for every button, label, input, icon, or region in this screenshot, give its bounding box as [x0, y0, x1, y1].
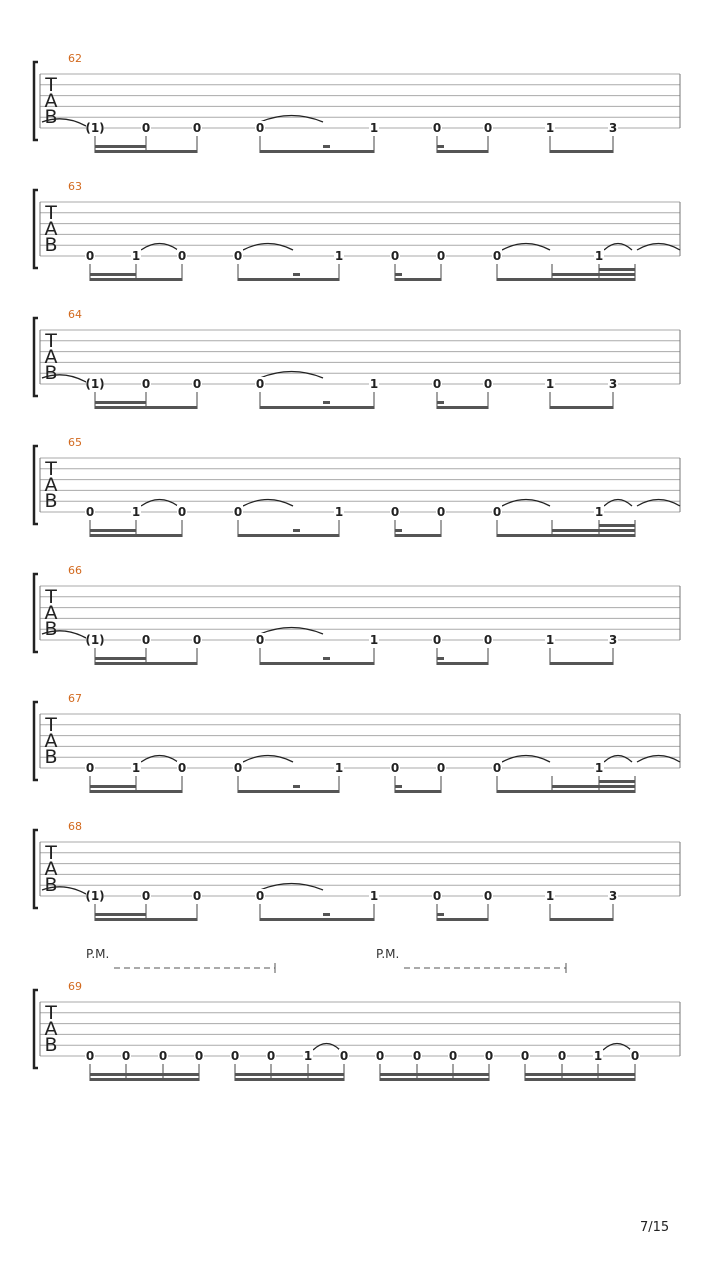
fret-number: 0: [492, 249, 502, 263]
fret-number: 1: [594, 249, 604, 263]
tab-system-62: [34, 52, 680, 153]
fret-number: 3: [608, 889, 618, 903]
tab-system-64: [34, 308, 680, 409]
fret-number: 1: [334, 249, 344, 263]
beam-secondary: [525, 1073, 635, 1076]
fret-number: 0: [141, 377, 151, 391]
fret-number: 0: [230, 1049, 240, 1063]
measure-number: 67: [68, 692, 82, 705]
beam: [395, 278, 441, 281]
fret-number: 1: [594, 505, 604, 519]
measure-number: 65: [68, 436, 82, 449]
beam: [497, 534, 635, 537]
beam: [90, 1078, 199, 1081]
fret-number: 0: [177, 505, 187, 519]
tab-clef-letter: A: [44, 346, 58, 368]
beam-tertiary: [599, 524, 635, 527]
tie-curve: [260, 372, 323, 379]
tie-curve: [260, 884, 323, 891]
fret-number: 0: [520, 1049, 530, 1063]
fret-number: 0: [158, 1049, 168, 1063]
fret-number: 0: [233, 761, 243, 775]
fret-number: 0: [339, 1049, 349, 1063]
system-bracket: [34, 990, 38, 1068]
tab-system-67: [34, 692, 680, 793]
fret-number: 0: [390, 761, 400, 775]
fret-number: 0: [255, 377, 265, 391]
fret-number: 0: [192, 121, 202, 135]
beam: [550, 918, 613, 921]
fret-number: 1: [545, 889, 555, 903]
fret-number: (1): [85, 121, 105, 135]
tie-curve: [637, 500, 680, 507]
beam-secondary: [395, 785, 402, 788]
beam: [497, 278, 635, 281]
fret-number: 0: [194, 1049, 204, 1063]
palm-mute-label: P.M.: [376, 947, 400, 961]
tab-clef-letter: B: [44, 746, 58, 768]
beam-secondary: [552, 529, 635, 532]
fret-number: 0: [432, 633, 442, 647]
fret-number: 0: [121, 1049, 131, 1063]
tab-system-68: [34, 820, 680, 921]
fret-number: 0: [141, 121, 151, 135]
beam-secondary: [95, 657, 146, 660]
fret-number: 0: [233, 505, 243, 519]
beam-secondary: [395, 529, 402, 532]
tab-clef-letter: T: [45, 586, 57, 608]
fret-number: 0: [483, 377, 493, 391]
tie-curve: [313, 1044, 340, 1051]
measure-number: 66: [68, 564, 82, 577]
fret-number: 1: [545, 121, 555, 135]
tie-curve: [637, 756, 680, 763]
fret-number: 1: [334, 505, 344, 519]
measure-number: 63: [68, 180, 82, 193]
fret-number: 0: [390, 505, 400, 519]
fret-number: 0: [492, 505, 502, 519]
tie-curve: [243, 756, 293, 763]
tie-curve: [260, 628, 323, 635]
system-bracket: [34, 318, 38, 396]
fret-number: (1): [85, 377, 105, 391]
fret-number: 0: [436, 505, 446, 519]
tie-curve: [141, 244, 178, 251]
fret-number: 1: [593, 1049, 603, 1063]
beam-secondary: [323, 401, 330, 404]
beam: [90, 790, 182, 793]
beam: [550, 150, 613, 153]
tab-clef-letter: A: [44, 730, 58, 752]
fret-number: 1: [545, 377, 555, 391]
beam: [238, 534, 339, 537]
tab-clef-letter: B: [44, 234, 58, 256]
fret-number: 1: [369, 889, 379, 903]
tie-curve: [604, 244, 632, 251]
fret-number: 0: [412, 1049, 422, 1063]
fret-number: 0: [483, 121, 493, 135]
beam: [380, 1078, 489, 1081]
beam-secondary: [323, 657, 330, 660]
palm-mute-label: P.M.: [86, 947, 110, 961]
beam: [90, 534, 182, 537]
fret-number: 0: [177, 761, 187, 775]
tie-curve: [243, 244, 293, 251]
fret-number: 0: [255, 121, 265, 135]
tab-clef-letter: A: [44, 858, 58, 880]
beam: [395, 790, 441, 793]
tab-clef-letter: T: [45, 74, 57, 96]
system-bracket: [34, 446, 38, 524]
beam-secondary: [437, 913, 444, 916]
tab-clef-letter: T: [45, 714, 57, 736]
tab-clef-letter: B: [44, 1034, 58, 1056]
fret-number: 0: [266, 1049, 276, 1063]
beam-secondary: [95, 913, 146, 916]
beam-secondary: [395, 273, 402, 276]
tab-clef-letter: A: [44, 218, 58, 240]
system-bracket: [34, 574, 38, 652]
beam-secondary: [323, 913, 330, 916]
fret-number: (1): [85, 633, 105, 647]
system-bracket: [34, 830, 38, 908]
tie-curve: [260, 116, 323, 123]
beam-tertiary: [599, 268, 635, 271]
beam: [260, 406, 374, 409]
tab-clef-letter: T: [45, 842, 57, 864]
beam-secondary: [323, 145, 330, 148]
fret-number: 0: [448, 1049, 458, 1063]
fret-number: 1: [594, 761, 604, 775]
tab-clef-letter: B: [44, 106, 58, 128]
tie-curve: [502, 500, 550, 507]
beam-secondary: [90, 1073, 199, 1076]
fret-number: 0: [432, 889, 442, 903]
fret-number: 0: [492, 761, 502, 775]
beam: [235, 1078, 344, 1081]
fret-number: 1: [303, 1049, 313, 1063]
fret-number: (1): [85, 889, 105, 903]
beam: [95, 150, 197, 153]
tab-clef-letter: A: [44, 474, 58, 496]
tab-clef-letter: T: [45, 202, 57, 224]
fret-number: 0: [432, 121, 442, 135]
beam: [395, 534, 441, 537]
beam: [550, 406, 613, 409]
fret-number: 0: [141, 889, 151, 903]
fret-number: 1: [369, 121, 379, 135]
tie-curve: [603, 1044, 631, 1051]
fret-number: 0: [432, 377, 442, 391]
beam-secondary: [90, 785, 136, 788]
measure-number: 64: [68, 308, 82, 321]
fret-number: 1: [369, 377, 379, 391]
measure-number: 69: [68, 980, 82, 993]
fret-number: 0: [484, 1049, 494, 1063]
system-bracket: [34, 702, 38, 780]
fret-number: 0: [483, 889, 493, 903]
fret-number: 0: [85, 1049, 95, 1063]
tab-clef-letter: B: [44, 490, 58, 512]
fret-number: 1: [369, 633, 379, 647]
fret-number: 0: [483, 633, 493, 647]
tie-curve: [637, 244, 680, 251]
beam: [95, 406, 197, 409]
fret-number: 3: [608, 121, 618, 135]
beam-secondary: [293, 529, 300, 532]
tab-clef-letter: B: [44, 362, 58, 384]
fret-number: 0: [192, 889, 202, 903]
beam: [437, 918, 488, 921]
fret-number: 3: [608, 633, 618, 647]
beam: [260, 150, 374, 153]
tab-clef-letter: T: [45, 1002, 57, 1024]
beam: [550, 662, 613, 665]
beam: [497, 790, 635, 793]
tab-clef-letter: A: [44, 602, 58, 624]
fret-number: 1: [131, 761, 141, 775]
fret-number: 0: [436, 249, 446, 263]
fret-number: 0: [233, 249, 243, 263]
beam: [238, 790, 339, 793]
beam: [525, 1078, 635, 1081]
measure-number: 62: [68, 52, 82, 65]
beam: [90, 278, 182, 281]
tab-clef-letter: B: [44, 618, 58, 640]
tab-system-69: [34, 947, 680, 1081]
beam-secondary: [293, 785, 300, 788]
tab-system-63: [34, 180, 680, 281]
tie-curve: [502, 244, 550, 251]
measure-number: 68: [68, 820, 82, 833]
beam-secondary: [293, 273, 300, 276]
beam: [260, 918, 374, 921]
fret-number: 1: [131, 249, 141, 263]
beam: [437, 662, 488, 665]
tab-clef-letter: A: [44, 1018, 58, 1040]
tab-clef-letter: T: [45, 330, 57, 352]
beam-secondary: [437, 145, 444, 148]
system-bracket: [34, 190, 38, 268]
page-number: 7/15: [640, 1220, 670, 1235]
fret-number: 1: [334, 761, 344, 775]
beam: [437, 150, 488, 153]
fret-number: 0: [630, 1049, 640, 1063]
beam: [238, 278, 339, 281]
fret-number: 0: [192, 377, 202, 391]
fret-number: 0: [557, 1049, 567, 1063]
beam: [260, 662, 374, 665]
system-bracket: [34, 62, 38, 140]
beam-secondary: [437, 401, 444, 404]
beam: [437, 406, 488, 409]
beam-secondary: [95, 145, 146, 148]
fret-number: 0: [141, 633, 151, 647]
tie-curve: [141, 500, 178, 507]
beam-secondary: [90, 273, 136, 276]
tie-curve: [502, 756, 550, 763]
fret-number: 1: [545, 633, 555, 647]
fret-number: 0: [192, 633, 202, 647]
fret-number: 0: [255, 633, 265, 647]
fret-number: 3: [608, 377, 618, 391]
tie-curve: [604, 756, 632, 763]
fret-number: 0: [177, 249, 187, 263]
beam-secondary: [552, 785, 635, 788]
fret-number: 0: [85, 761, 95, 775]
fret-number: 0: [436, 761, 446, 775]
beam-secondary: [95, 401, 146, 404]
beam-secondary: [437, 657, 444, 660]
tab-system-65: [34, 436, 680, 537]
tab-clef-letter: B: [44, 874, 58, 896]
beam-secondary: [235, 1073, 344, 1076]
fret-number: 0: [85, 249, 95, 263]
fret-number: 0: [255, 889, 265, 903]
tie-curve: [243, 500, 293, 507]
beam-tertiary: [599, 780, 635, 783]
fret-number: 1: [131, 505, 141, 519]
tie-curve: [604, 500, 632, 507]
beam: [95, 662, 197, 665]
fret-number: 0: [390, 249, 400, 263]
beam-secondary: [90, 529, 136, 532]
tie-curve: [141, 756, 178, 763]
tab-system-66: [34, 564, 680, 665]
tab-clef-letter: T: [45, 458, 57, 480]
beam-secondary: [380, 1073, 489, 1076]
beam-secondary: [552, 273, 635, 276]
fret-number: 0: [85, 505, 95, 519]
tab-clef-letter: A: [44, 90, 58, 112]
beam: [95, 918, 197, 921]
fret-number: 0: [375, 1049, 385, 1063]
